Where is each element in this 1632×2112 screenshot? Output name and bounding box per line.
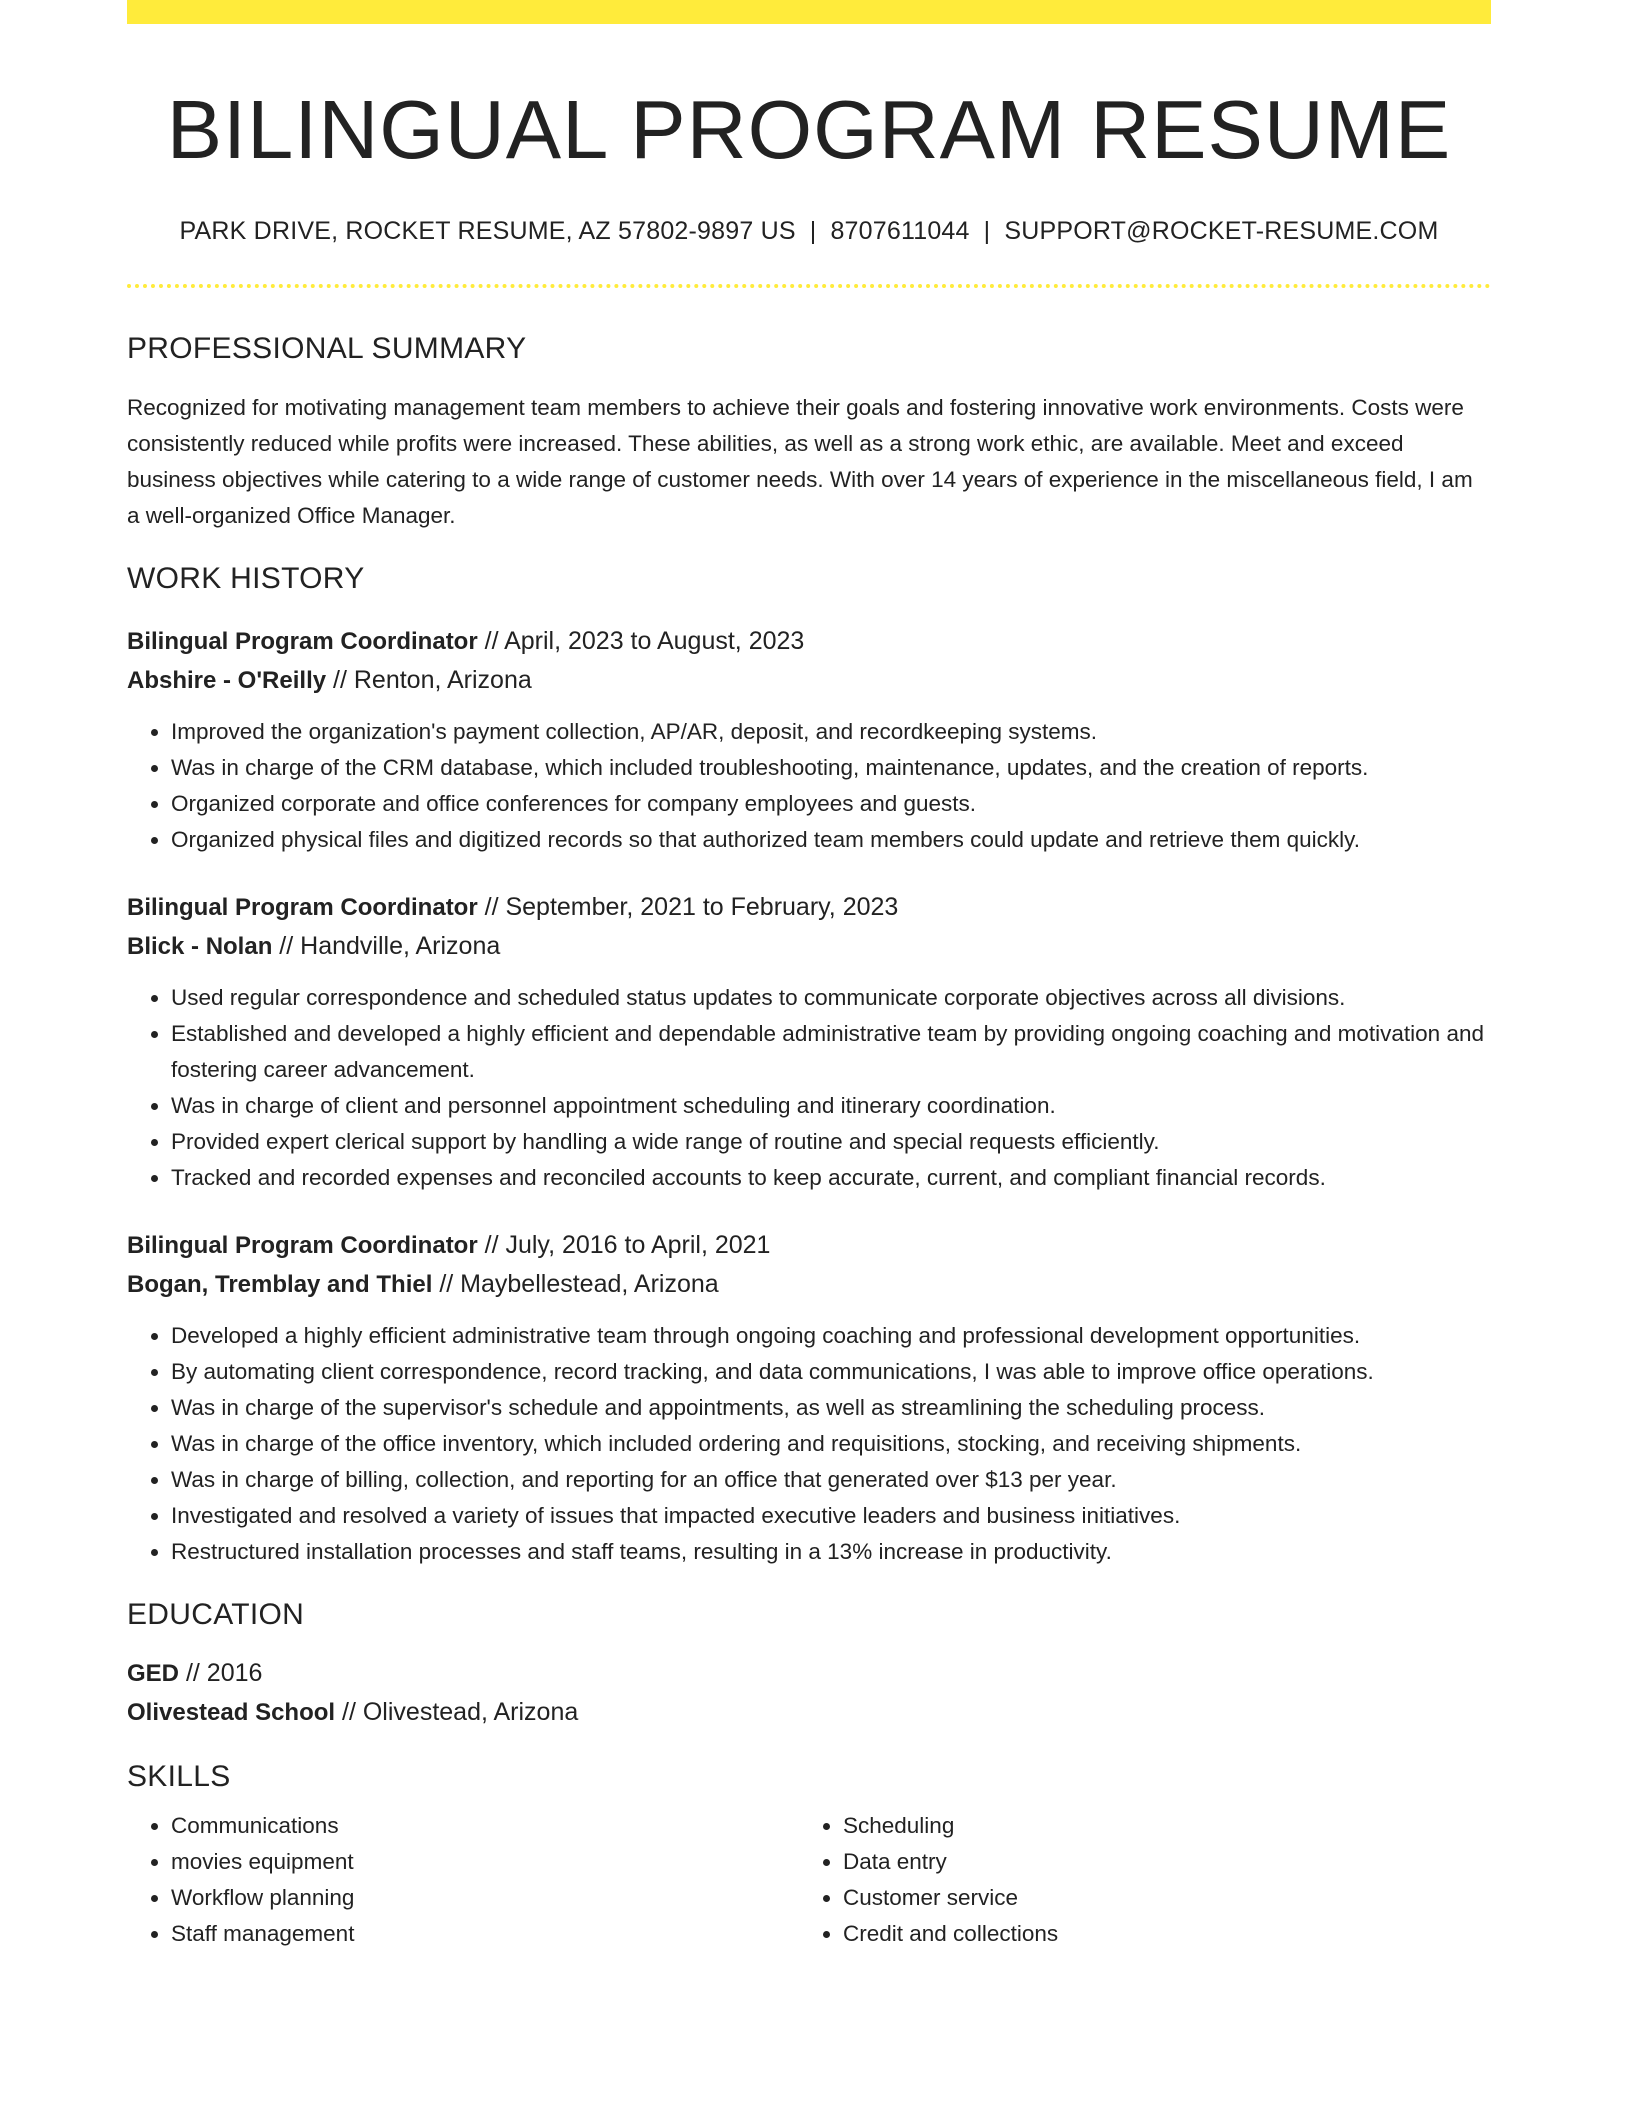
education-school: Olivestead School bbox=[127, 1699, 336, 1727]
list-item: • Provided expert clerical support by handling a wide range of routine and special requests efficiently. bbox=[171, 1124, 1491, 1160]
job-entry bbox=[127, 888, 1491, 1196]
list-item: • Was in charge of the supervisor's schedule and appointments, as well as streamlining the scheduling process. bbox=[171, 1390, 1491, 1426]
contact-phone: 8707611044 bbox=[830, 217, 970, 246]
job-bullets bbox=[127, 1318, 1491, 1570]
list-item: • By automating client correspondence, record tracking, and data communications, I was able to improve office operations. bbox=[171, 1354, 1491, 1390]
contact-separator: | bbox=[809, 217, 817, 246]
job-location: // Maybellestead, Arizona bbox=[432, 1270, 719, 1299]
skill-item: • Workflow planning bbox=[171, 1880, 799, 1916]
education-school-line bbox=[127, 1693, 1491, 1732]
resume-page bbox=[127, 0, 1491, 1952]
job-title-line bbox=[127, 888, 1491, 927]
skills-heading: SKILLS bbox=[127, 1760, 231, 1794]
job-company: Abshire - O'Reilly bbox=[127, 667, 327, 695]
summary-text: Recognized for motivating management team members to achieve their goals and fostering innovative work environments. Costs were consistently reduced while profits were increased. These abilities, as well as a strong work ethic, are available. Meet and exceed business objectives while catering to a wide range of customer needs. With over 14 years of experience in the miscellaneous field, I am a well-organized Office Manager. bbox=[127, 395, 1473, 529]
contact-line bbox=[127, 217, 1491, 246]
list-item: • Developed a highly efficient administrative team through ongoing coaching and professional development opportunities. bbox=[171, 1318, 1491, 1354]
job-location: // Handville, Arizona bbox=[272, 932, 501, 961]
skills-column-right bbox=[799, 1808, 1471, 1952]
education-entry bbox=[127, 1654, 1491, 1732]
skill-item: • Scheduling bbox=[843, 1808, 1471, 1844]
job-title: Bilingual Program Coordinator bbox=[127, 894, 478, 922]
skill-item: • Customer service bbox=[843, 1880, 1471, 1916]
job-entry bbox=[127, 622, 1491, 858]
list-item: • Organized physical files and digitized records so that authorized team members could update and retrieve them quickly. bbox=[171, 822, 1491, 858]
job-dates: // April, 2023 to August, 2023 bbox=[477, 627, 805, 656]
skills-list bbox=[127, 1808, 1491, 1952]
skills-column-left bbox=[127, 1808, 799, 1952]
job-entry bbox=[127, 1226, 1491, 1570]
list-item: • Organized corporate and office conferences for company employees and guests. bbox=[171, 786, 1491, 822]
job-company: Blick - Nolan bbox=[127, 933, 273, 961]
skill-item: • Credit and collections bbox=[843, 1916, 1471, 1952]
job-bullets bbox=[127, 980, 1491, 1196]
resume-title: BILINGUAL PROGRAM RESUME bbox=[166, 83, 1452, 176]
job-location: // Renton, Arizona bbox=[326, 666, 532, 695]
education-degree-line bbox=[127, 1654, 1491, 1693]
job-title: Bilingual Program Coordinator bbox=[127, 628, 478, 656]
list-item: • Tracked and recorded expenses and reconciled accounts to keep accurate, current, and compliant financial records. bbox=[171, 1160, 1491, 1196]
list-item: • Was in charge of the office inventory, which included ordering and requisitions, stocking, and receiving shipments. bbox=[171, 1426, 1491, 1462]
job-title-line bbox=[127, 1226, 1491, 1265]
top-accent-bar bbox=[127, 0, 1491, 24]
list-item: • Established and developed a highly efficient and dependable administrative team by providing ongoing coaching and motivation and fostering career advancement. bbox=[171, 1016, 1491, 1088]
list-item: • Investigated and resolved a variety of issues that impacted executive leaders and business initiatives. bbox=[171, 1498, 1491, 1534]
work-history-heading: WORK HISTORY bbox=[127, 562, 365, 596]
header-divider bbox=[127, 284, 1491, 288]
education-year: // 2016 bbox=[179, 1659, 263, 1688]
list-item: • Used regular correspondence and scheduled status updates to communicate corporate objectives across all divisions. bbox=[171, 980, 1491, 1016]
job-title: Bilingual Program Coordinator bbox=[127, 1232, 478, 1260]
list-item: • Restructured installation processes and staff teams, resulting in a 13% increase in productivity. bbox=[171, 1534, 1491, 1570]
list-item: • Was in charge of client and personnel appointment scheduling and itinerary coordination. bbox=[171, 1088, 1491, 1124]
skill-item: • movies equipment bbox=[171, 1844, 799, 1880]
job-bullets bbox=[127, 714, 1491, 858]
job-company-line bbox=[127, 1265, 1491, 1304]
summary-heading: PROFESSIONAL SUMMARY bbox=[127, 332, 527, 366]
job-company: Bogan, Tremblay and Thiel bbox=[127, 1271, 433, 1299]
skill-item: • Communications bbox=[171, 1808, 799, 1844]
education-heading: EDUCATION bbox=[127, 1598, 305, 1632]
job-dates: // July, 2016 to April, 2021 bbox=[477, 1231, 771, 1260]
skill-item: • Staff management bbox=[171, 1916, 799, 1952]
education-degree: GED bbox=[127, 1660, 180, 1688]
contact-address: PARK DRIVE, ROCKET RESUME, AZ 57802-9897 US bbox=[179, 217, 796, 246]
job-company-line bbox=[127, 927, 1491, 966]
contact-email[interactable]: SUPPORT@ROCKET-RESUME.COM bbox=[1004, 217, 1439, 246]
contact-separator: | bbox=[983, 217, 991, 246]
job-company-line bbox=[127, 661, 1491, 700]
list-item: • Was in charge of the CRM database, which included troubleshooting, maintenance, updates, and the creation of reports. bbox=[171, 750, 1491, 786]
job-title-line bbox=[127, 622, 1491, 661]
skill-item: • Data entry bbox=[843, 1844, 1471, 1880]
education-location: // Olivestead, Arizona bbox=[335, 1698, 579, 1727]
job-dates: // September, 2021 to February, 2023 bbox=[477, 893, 899, 922]
list-item: • Improved the organization's payment collection, AP/AR, deposit, and recordkeeping systems. bbox=[171, 714, 1491, 750]
list-item: • Was in charge of billing, collection, and reporting for an office that generated over $13 per year. bbox=[171, 1462, 1491, 1498]
